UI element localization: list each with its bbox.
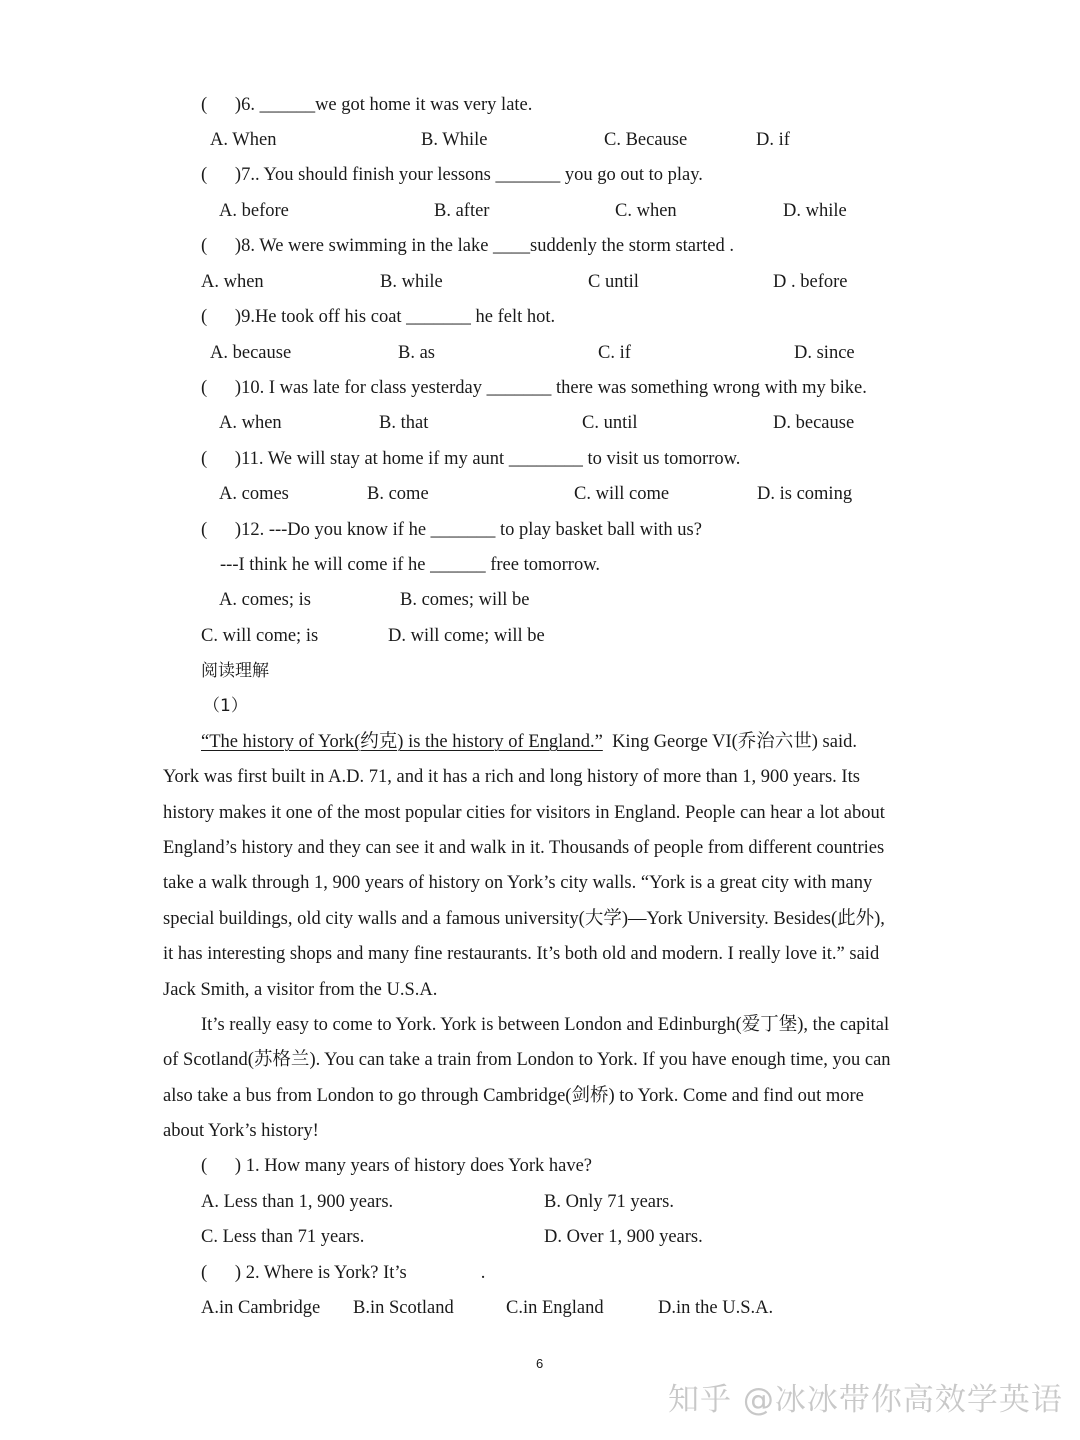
passage-line: It’s really easy to come to York. York is between London and Edinburgh(爱丁堡), the capital	[201, 1015, 890, 1035]
q7-option-b: B. after	[434, 201, 490, 221]
rq1-option-d: D. Over 1, 900 years.	[544, 1227, 703, 1247]
q12-option-a: A. comes; is	[219, 590, 311, 610]
passage-line: it has interesting shops and many fine restaurants. It’s both old and modern. I really love it.” said	[163, 944, 880, 964]
question-9-stem: ( )9.He took off his coat _______ he felt hot.	[201, 307, 556, 327]
q6-option-c: C. Because	[604, 130, 688, 150]
watermark: 知乎 @冰冰带你高效学英语	[668, 1382, 1063, 1418]
rq2-option-d: D.in the U.S.A.	[658, 1298, 774, 1318]
rq2-option-a: A.in Cambridge	[201, 1298, 321, 1318]
passage-attribution: King George VI(乔治六世) said.	[602, 732, 857, 752]
page-number: 6	[536, 1356, 544, 1371]
q7-option-c: C. when	[615, 201, 677, 221]
question-10-stem: ( )10. I was late for class yesterday _______ there was something wrong with my bike.	[201, 378, 867, 398]
passage-quote: “The history of York(约克) is the history of England.”	[201, 732, 603, 752]
passage-line: also take a bus from London to go through Cambridge(剑桥) to York. Come and find out more	[163, 1086, 864, 1106]
question-8-stem: ( )8. We were swimming in the lake ____suddenly the storm started .	[201, 236, 735, 256]
q9-option-d: D. since	[794, 343, 855, 363]
q6-option-d: D. if	[756, 130, 790, 150]
q12-option-c: C. will come; is	[201, 626, 319, 646]
q8-option-b: B. while	[380, 272, 443, 292]
reading-question-2-stem: ( ) 2. Where is York? It’s .	[201, 1263, 486, 1283]
question-6-stem: ( )6. ______we got home it was very late.	[201, 95, 533, 115]
q6-option-b: B. While	[421, 130, 488, 150]
passage-line: special buildings, old city walls and a famous university(大学)—York University. Besides(此外),	[163, 909, 885, 929]
reading-question-1-stem: ( ) 1. How many years of history does York have?	[201, 1156, 593, 1176]
rq2-option-b: B.in Scotland	[353, 1298, 454, 1318]
passage-line: about York’s history!	[163, 1121, 319, 1141]
q9-option-b: B. as	[398, 343, 435, 363]
q12-option-d: D. will come; will be	[388, 626, 545, 646]
q9-option-c: C. if	[598, 343, 631, 363]
passage-line: York was first built in A.D. 71, and it has a rich and long history of more than 1, 900 years. Its	[163, 767, 860, 787]
q10-option-d: D. because	[773, 413, 855, 433]
passage-line: take a walk through 1, 900 years of history on York’s city walls. “York is a great city with many	[163, 873, 873, 893]
passage-first-line	[201, 731, 857, 753]
rq1-option-a: A. Less than 1, 900 years.	[201, 1192, 394, 1212]
passage-line: history makes it one of the most popular cities for visitors in England. People can hear a lot about	[163, 803, 885, 823]
section-number: （1）	[203, 696, 248, 716]
passage-line: of Scotland(苏格兰). You can take a train from London to York. If you have enough time, you can	[163, 1050, 891, 1070]
q11-option-d: D. is coming	[757, 484, 853, 504]
q7-option-d: D. while	[783, 201, 847, 221]
passage-line: Jack Smith, a visitor from the U.S.A.	[163, 980, 438, 1000]
q12-option-b: B. comes; will be	[400, 590, 530, 610]
q8-option-c: C until	[588, 272, 639, 292]
rq1-option-b: B. Only 71 years.	[544, 1192, 674, 1212]
q11-option-c: C. will come	[574, 484, 670, 504]
q6-option-a: A. When	[210, 130, 277, 150]
question-11-stem: ( )11. We will stay at home if my aunt ________ to visit us tomorrow.	[201, 449, 741, 469]
q10-option-b: B. that	[379, 413, 429, 433]
question-12-stem-2: ---I think he will come if he ______ free tomorrow.	[220, 555, 600, 575]
section-title: 阅读理解	[201, 661, 269, 681]
q8-option-a: A. when	[201, 272, 264, 292]
q10-option-a: A. when	[219, 413, 282, 433]
question-12-stem: ( )12. ---Do you know if he _______ to play basket ball with us?	[201, 520, 702, 540]
rq1-option-c: C. Less than 71 years.	[201, 1227, 365, 1247]
q8-option-d: D . before	[773, 272, 848, 292]
question-7-stem: ( )7.. You should finish your lessons _______ you go out to play.	[201, 165, 703, 185]
passage-line: England’s history and they can see it and walk in it. Thousands of people from different countries	[163, 838, 885, 858]
q10-option-c: C. until	[582, 413, 638, 433]
q11-option-a: A. comes	[219, 484, 289, 504]
q9-option-a: A. because	[210, 343, 292, 363]
rq2-option-c: C.in England	[506, 1298, 604, 1318]
q11-option-b: B. come	[367, 484, 429, 504]
q7-option-a: A. before	[219, 201, 289, 221]
